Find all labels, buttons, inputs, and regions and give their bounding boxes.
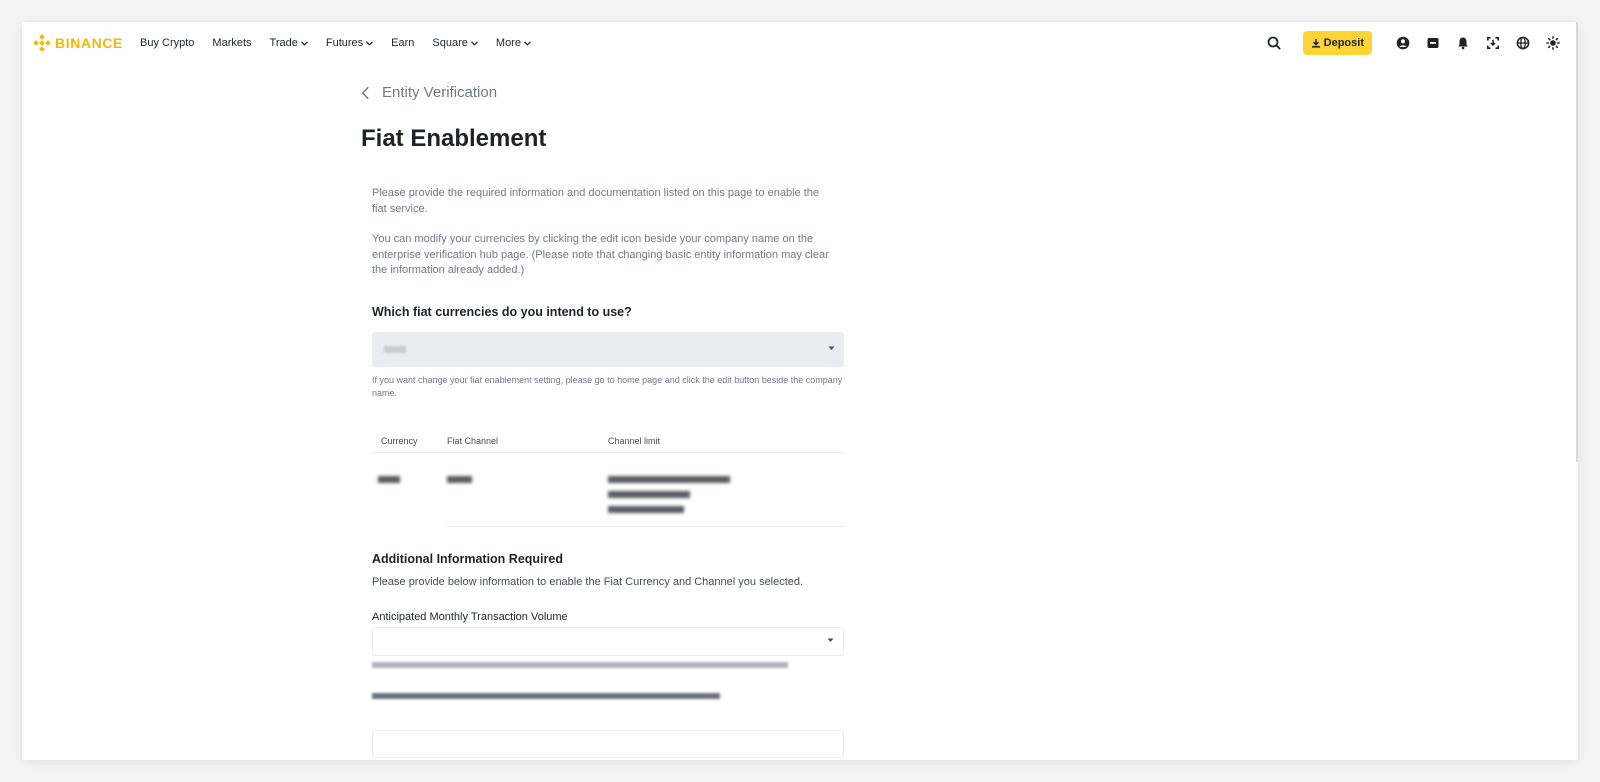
nav-more[interactable]: [496, 37, 531, 49]
main-menu: [140, 22, 549, 64]
currency-question: Which fiat currencies do you intend to use?: [372, 305, 632, 319]
chevron-left-icon: [361, 86, 370, 100]
globe-icon: [1516, 36, 1530, 50]
nav-square[interactable]: [432, 37, 477, 49]
nav-label: More: [495, 37, 521, 49]
fiat-currency-select: [372, 332, 844, 367]
redacted-selected-value: [384, 346, 406, 353]
app-download-button[interactable]: [1482, 32, 1504, 54]
chevron-down-icon: [471, 41, 478, 46]
redacted-currency: [378, 476, 400, 483]
redacted-limit-line: [608, 491, 690, 498]
theme-icon: [1546, 36, 1560, 50]
language-button[interactable]: [1512, 32, 1534, 54]
monthly-volume-label: Anticipated Monthly Transaction Volume: [372, 611, 568, 623]
qr-download-icon: [1486, 36, 1500, 50]
nav-label: Buy Crypto: [140, 37, 195, 49]
binance-logo[interactable]: [33, 34, 123, 52]
nav-label: Markets: [212, 37, 252, 49]
additional-info-description: Please provide below information to enable the Fiat Currency and Channel you selected.: [372, 576, 804, 588]
nav-buy-crypto[interactable]: [140, 37, 194, 49]
search-button[interactable]: [1263, 32, 1285, 54]
breadcrumb-label: Entity Verification: [382, 84, 498, 101]
notifications-button[interactable]: [1452, 32, 1474, 54]
redacted-fiat-channel: [447, 476, 472, 483]
binance-logo-icon: [33, 34, 51, 52]
caret-down-icon: [828, 346, 835, 351]
table-row-divider: [447, 526, 844, 527]
nav-actions: [1255, 22, 1564, 64]
scrollbar[interactable]: [1576, 22, 1578, 462]
monthly-volume-select[interactable]: [372, 627, 844, 656]
nav-label: Trade: [269, 37, 298, 49]
wallet-button[interactable]: [1422, 32, 1444, 54]
intro-paragraph-2: You can modify your currencies by clicking the edit icon beside your company name on the enterprise verification hub page. (Please note that changing basic entity information may clear the information already added.): [372, 233, 829, 276]
wallet-icon: [1426, 36, 1440, 50]
back-to-entity-verification[interactable]: [361, 84, 497, 101]
deposit-label: Deposit: [1323, 37, 1364, 49]
top-navigation: [22, 22, 1578, 64]
table-header-divider: [372, 452, 844, 453]
deposit-button[interactable]: [1303, 31, 1372, 55]
chevron-down-icon: [524, 41, 531, 46]
download-icon: [1311, 38, 1321, 48]
nav-trade[interactable]: [270, 37, 308, 49]
nav-futures[interactable]: [326, 37, 373, 49]
chevron-down-icon: [366, 41, 373, 46]
page-title: Fiat Enablement: [361, 125, 547, 152]
bell-icon: [1456, 36, 1470, 50]
redacted-field-hint: [372, 662, 788, 668]
header-currency: Currency: [381, 436, 418, 446]
redacted-field-label: [372, 693, 720, 699]
profile-button[interactable]: [1392, 32, 1414, 54]
theme-toggle-button[interactable]: [1542, 32, 1564, 54]
caret-down-icon: [827, 638, 834, 643]
search-icon: [1267, 36, 1281, 50]
brand-name: BINANCE: [55, 35, 123, 51]
redacted-limit-line: [608, 506, 684, 513]
redacted-limit-line: [608, 476, 730, 483]
user-icon: [1396, 36, 1410, 50]
nav-earn[interactable]: [391, 37, 414, 49]
nav-label: Earn: [391, 37, 415, 49]
nav-label: Square: [432, 37, 468, 49]
header-channel-limit: Channel limit: [608, 436, 661, 446]
intro-paragraph-1: Please provide the required information and documentation listed on this page to enable the fiat service.: [372, 187, 820, 215]
header-fiat-channel: Fiat Channel: [447, 436, 499, 446]
currency-hint: If you want change your fiat enablement setting, please go to home page and click the edit button beside the company name.: [372, 375, 843, 398]
browser-window: [22, 22, 1578, 760]
additional-text-input[interactable]: [372, 730, 844, 758]
nav-label: Futures: [325, 37, 364, 49]
nav-markets[interactable]: [212, 37, 251, 49]
chevron-down-icon: [301, 41, 308, 46]
additional-info-title: Additional Information Required: [372, 552, 563, 566]
